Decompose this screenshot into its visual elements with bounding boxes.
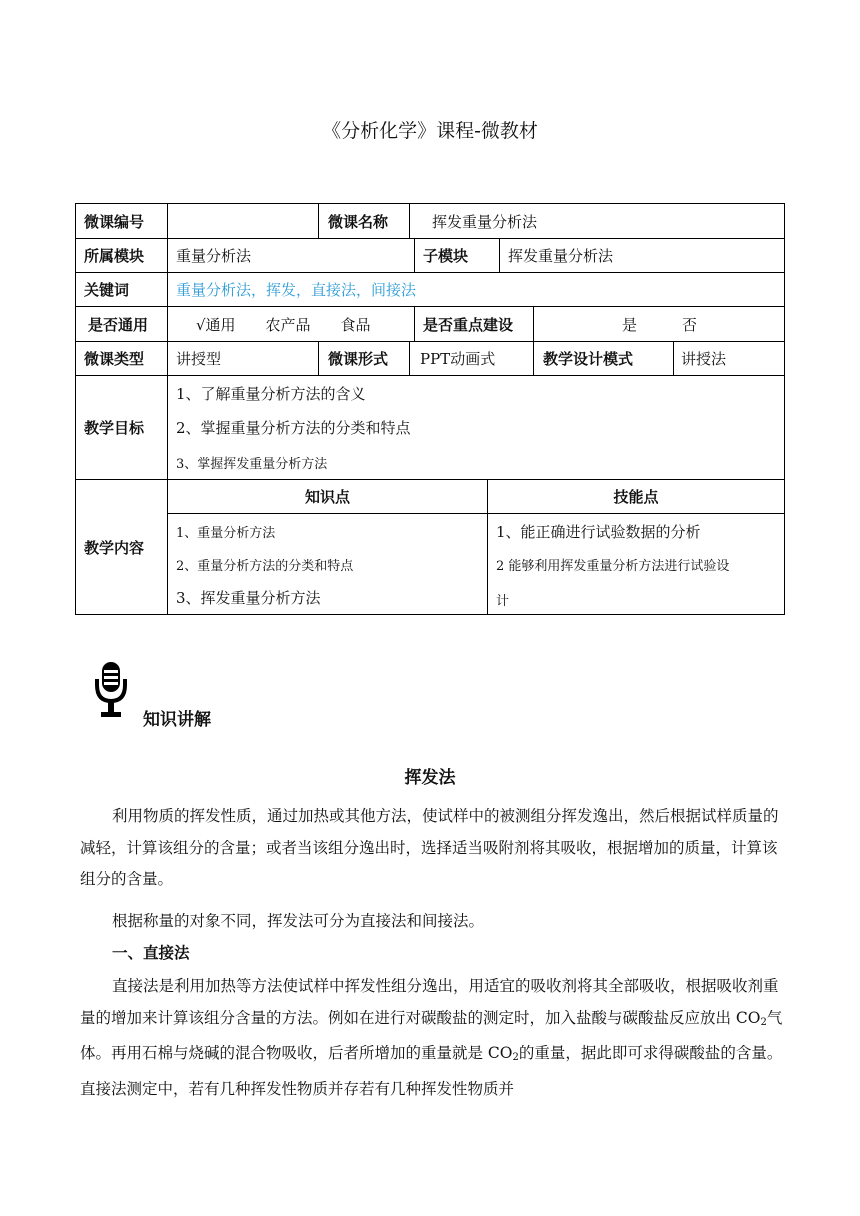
- knowledge-item: 2、重量分析方法的分类和特点: [176, 558, 354, 574]
- document-title: 《分析化学》课程-微教材: [322, 120, 538, 142]
- submodule-value: 挥发重量分析法: [508, 247, 614, 265]
- skill-item: 2 能够利用挥发重量分析方法进行试验设: [496, 558, 730, 574]
- general-options: √通用 农产品 食品: [196, 315, 371, 334]
- lesson-name-value: 挥发重量分析法: [432, 212, 538, 231]
- lesson-type-value: 讲授型: [176, 350, 222, 368]
- module-value: 重量分析法: [176, 247, 252, 265]
- goal-item: 3、掌握挥发重量分析方法: [176, 456, 328, 472]
- keywords-value: 重量分析法，挥发，直接法，间接法: [176, 281, 417, 299]
- skill-item: 1、能正确进行试验数据的分析: [496, 522, 701, 541]
- key-construction-options: 是 否: [622, 315, 698, 334]
- key-construction-label: 是否重点建设: [423, 315, 514, 334]
- heading-direct-method: 一、直接法: [112, 944, 190, 962]
- skill-header: 技能点: [613, 488, 659, 506]
- lesson-form-label: 微课形式: [328, 350, 389, 368]
- paragraph-3: [80, 971, 784, 1105]
- subscript: 2: [512, 1052, 519, 1063]
- keywords-label: 关键词: [84, 281, 130, 299]
- subtitle: 挥发法: [404, 768, 456, 788]
- submodule-label: 子模块: [423, 247, 469, 265]
- lesson-type-label: 微课类型: [84, 350, 145, 368]
- lesson-name-label: 微课名称: [328, 212, 389, 231]
- subscript: 2: [760, 1016, 767, 1028]
- paragraph-1: 利用物质的挥发性质，通过加热或其他方法，使试样中的被测组分挥发逸出，然后根据试样质量的减轻，计算该组分的含量；或者当该组分逸出时，选择适当吸附剂将其吸收，根据增加的质量，计算该组分的含量。: [80, 807, 779, 888]
- knowledge-item: 1、重量分析方法: [176, 525, 276, 541]
- knowledge-item: 3、挥发重量分析方法: [176, 588, 321, 607]
- paragraph-2: 根据称量的对象不同，挥发法可分为直接法和间接法。: [112, 912, 485, 930]
- goal-item: 2、掌握重量分析方法的分类和特点: [176, 418, 411, 437]
- microphone-icon: [93, 661, 129, 719]
- lesson-form-value: PPT动画式: [420, 350, 496, 368]
- general-label: 是否通用: [88, 315, 149, 334]
- lesson-code-label: 微课编号: [84, 212, 145, 231]
- paragraph-3-part-b: 气体。再用石棉与烧碱的混合物吸收，后者所增加的重量就是 CO: [80, 1008, 783, 1062]
- module-label: 所属模块: [84, 247, 145, 265]
- paragraph-3-part-a: 直接法是利用加热等方法使试样中挥发性组分逸出，用适宜的吸收剂将其全部吸收，根据吸收剂重量的增加来计算该组分含量的方法。例如在进行对碳酸盐的测定时，加入盐酸与碳酸盐反应放出 CO: [80, 977, 779, 1027]
- goals-label: 教学目标: [84, 419, 145, 437]
- content-label: 教学内容: [84, 538, 145, 557]
- paragraph-3-part-c: 的重量，据此即可求得碳酸盐的含量。直接法测定中，若有几种挥发性物质并存若有几种挥发性物质并: [80, 1044, 783, 1098]
- goal-item: 1、了解重量分析方法的含义: [176, 384, 366, 403]
- knowledge-header: 知识点: [304, 488, 350, 506]
- design-mode-label: 教学设计模式: [543, 350, 634, 368]
- design-mode-value: 讲授法: [681, 350, 727, 368]
- section-heading: 知识讲解: [143, 710, 211, 730]
- skill-item: 计: [496, 593, 510, 609]
